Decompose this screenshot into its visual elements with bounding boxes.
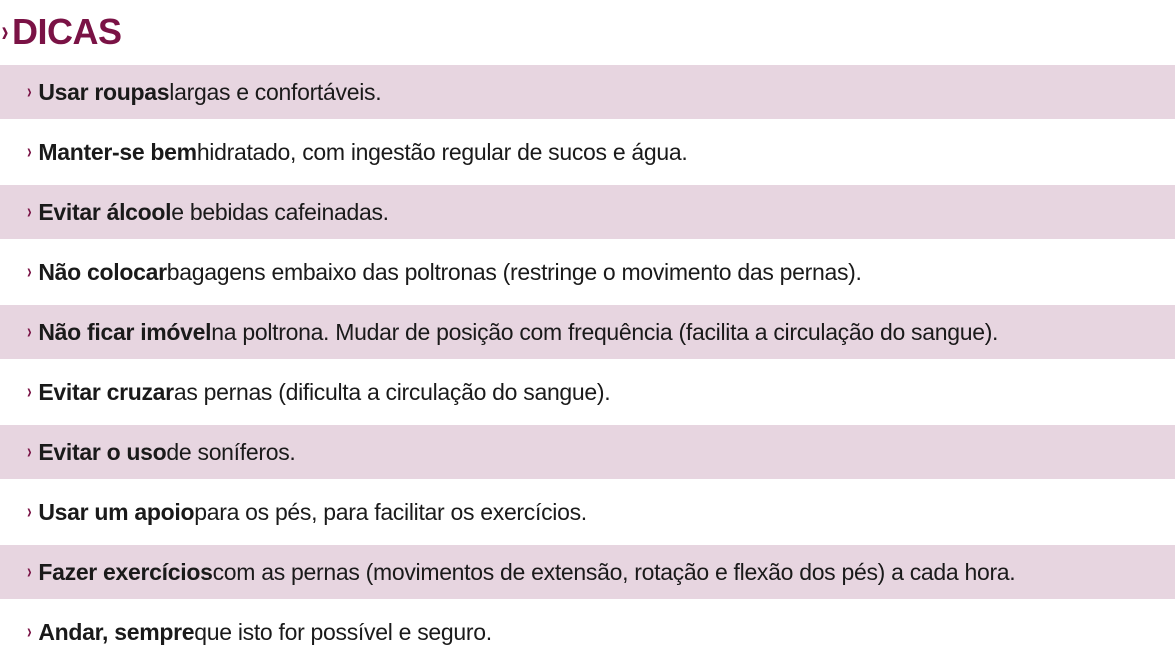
tip-text: para os pés, para facilitar os exercícios.	[194, 498, 587, 525]
chevron-right-icon: ›	[26, 500, 32, 523]
tip-item	[0, 545, 1175, 599]
chevron-right-icon: ›	[1, 15, 9, 48]
tip-item	[0, 305, 1175, 359]
page-title: DICAS	[12, 11, 122, 52]
tip-text: bagagens embaixo das poltronas (restringe o movimento das pernas).	[166, 258, 862, 285]
tip-text: com as pernas (movimentos de extensão, rotação e flexão dos pés) a cada hora.	[212, 558, 1016, 585]
tip-lead: Fazer exercícios	[38, 558, 213, 585]
tip-text: na poltrona. Mudar de posição com frequência (facilita a circulação do sangue).	[211, 318, 999, 345]
tip-item	[0, 65, 1175, 119]
chevron-right-icon: ›	[26, 380, 32, 403]
chevron-right-icon: ›	[26, 260, 32, 283]
tip-item	[0, 245, 1175, 299]
tip-lead: Não colocar	[38, 258, 167, 285]
tip-item	[0, 485, 1175, 539]
chevron-right-icon: ›	[26, 80, 32, 103]
tip-text: hidratado, com ingestão regular de sucos e água.	[196, 138, 688, 165]
tip-lead: Evitar o uso	[38, 438, 167, 465]
tip-text: e bebidas cafeinadas.	[171, 198, 389, 225]
tip-lead: Não ficar imóvel	[38, 318, 212, 345]
tip-lead: Evitar cruzar	[38, 378, 174, 405]
tip-lead: Manter-se bem	[38, 138, 197, 165]
tips-list	[0, 65, 1175, 665]
section-header	[0, 8, 122, 56]
tip-lead: Evitar álcool	[38, 198, 172, 225]
chevron-right-icon: ›	[26, 200, 32, 223]
tip-item	[0, 185, 1175, 239]
tip-lead: Usar um apoio	[38, 498, 195, 525]
tip-item	[0, 425, 1175, 479]
chevron-right-icon: ›	[26, 320, 32, 343]
chevron-right-icon: ›	[26, 140, 32, 163]
tip-item	[0, 365, 1175, 419]
chevron-right-icon: ›	[26, 440, 32, 463]
chevron-right-icon: ›	[26, 560, 32, 583]
tip-text: que isto for possível e seguro.	[194, 618, 492, 645]
chevron-right-icon: ›	[26, 620, 32, 643]
tip-lead: Andar, sempre	[38, 618, 195, 645]
tip-lead: Usar roupas	[38, 78, 170, 105]
tip-text: as pernas (dificulta a circulação do sangue).	[173, 378, 611, 405]
tip-text: de soníferos.	[166, 438, 296, 465]
tip-item	[0, 605, 1175, 659]
tip-item	[0, 125, 1175, 179]
tip-text: largas e confortáveis.	[169, 78, 382, 105]
